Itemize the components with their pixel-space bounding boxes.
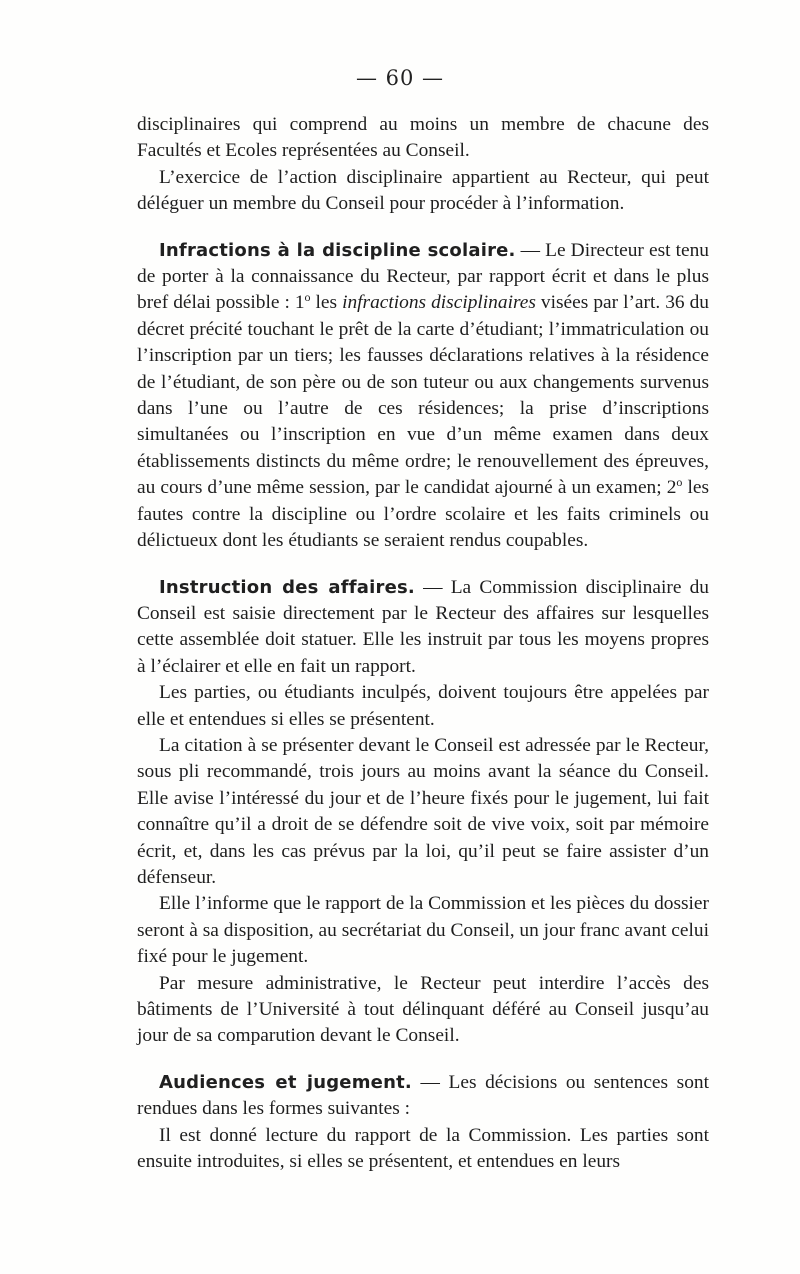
paragraph: Elle l’informe que le rapport de la Commission et les pièces du dossier seront à sa disposition, au secrétariat du Conseil, un jour franc avant celui fixé pour le jugement. [137,893,709,968]
section-infractions [137,238,709,555]
paragraph: Il est donné lecture du rapport de la Commission. Les parties sont ensuite introduites, si elles se présentent, et entendues en leurs [137,1124,709,1173]
page-body [137,112,709,1175]
text-run: les [310,292,343,314]
text-run: — La Commission disciplinaire du Conseil est saisie directement par le Recteur des affaires sur lesquelles cette assemblée doit statuer. Elle les instruit par tous les moyens propres à l’éclairer et elle en fait un rapport. [137,576,710,677]
text-run: — Le Directeur est tenu de porter à la connaissance du Recteur, par rapport écrit et dans le plus bref délai possible : 1 [137,239,709,314]
text-run: les fautes contre la discipline ou l’ordre scolaire et les faits criminels ou délictueux dont les étudiants se seraient rendus coupables. [137,477,709,552]
section-heading: Audiences et jugement. [159,1071,412,1093]
page-number: — 60 — [355,66,445,90]
section-audiences [137,1070,709,1123]
section-heading: Instruction des affaires. [159,576,415,598]
ordinal-superscript: o [676,475,683,490]
ordinal-superscript: o [304,290,311,305]
section-instruction [137,575,709,681]
paragraph: Par mesure administrative, le Recteur peut interdire l’accès des bâtiments de l’Université à tout délinquant déféré au Conseil jusqu’au jour de sa comparution devant le Conseil. [137,972,709,1047]
paragraph: Les parties, ou étudiants inculpés, doivent toujours être appelées par elle et entendues si elles se présentent. [137,682,709,730]
paragraph: disciplinaires qui comprend au moins un membre de chacune des Facultés et Ecoles représentées au Conseil. [137,114,709,162]
italic-term: infractions disciplinaires [342,292,536,314]
section-heading: Infractions à la discipline scolaire. [159,239,516,261]
paragraph: L’exercice de l’action disciplinaire appartient au Recteur, qui peut déléguer un membre du Conseil pour procéder à l’information. [137,166,709,215]
text-run: visées par l’art. 36 du décret précité touchant le prêt de la carte d’étudiant; l’immatriculation ou l’inscription par un tiers; les fausses déclarations relatives à la résidence de l’étudiant, de son père ou de son tuteur ou aux changements survenus dans l’une ou l’autre de ces résidences; la prise d’inscriptions simultanées ou l’inscription en vue d’un même examen dans deux établissements distincts du même ordre; le renouvellement des épreuves, au cours d’une même session, par le candidat ajourné à un examen; 2 [137,292,709,499]
paragraph: La citation à se présenter devant le Conseil est adressée par le Recteur, sous pli recommandé, trois jours au moins avant la séance du Conseil. Elle avise l’intéressé du jour et de l’heure fixés pour le jugement, lui fait connaître qu’il a droit de se défendre soit de vive voix, soit par mémoire écrit, et, dans les cas prévus par la loi, qu’il peut se faire assister d’un défenseur. [137,734,709,888]
text-run: — Les décisions ou sentences sont rendues dans les formes suivantes : [137,1071,709,1120]
